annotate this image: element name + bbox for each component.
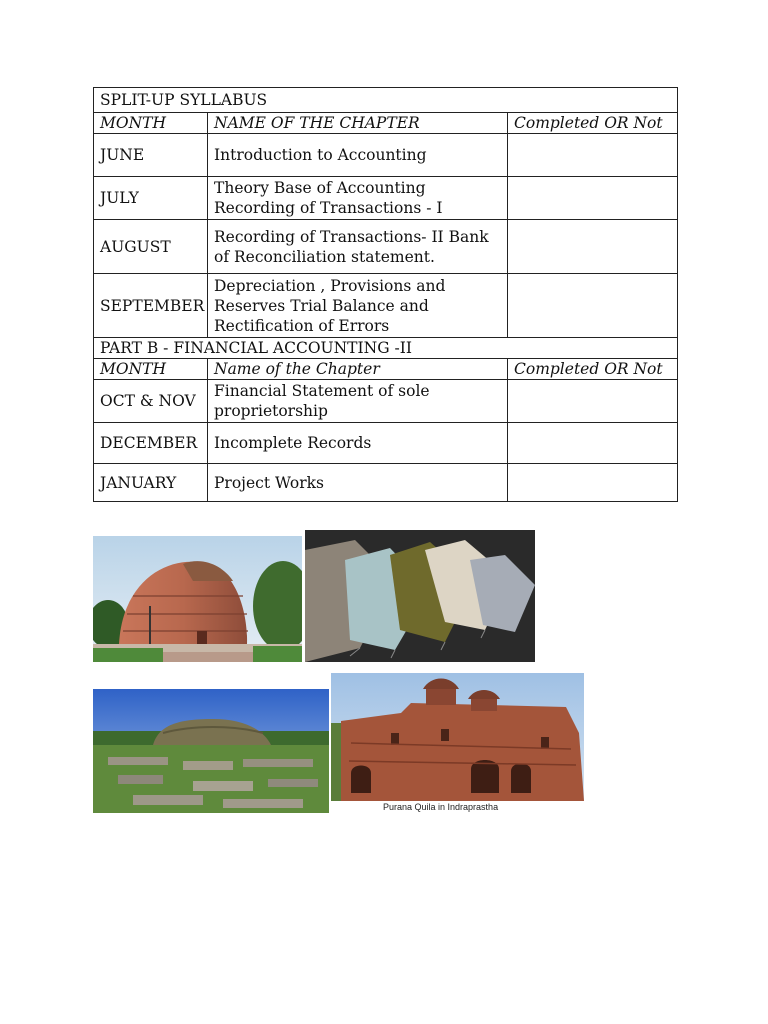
status-cell (508, 464, 678, 502)
header-chapter: Name of the Chapter (208, 359, 508, 380)
part-b-title: PART B - FINANCIAL ACCOUNTING -II (94, 338, 678, 359)
chapter-cell: Incomplete Records (208, 423, 508, 464)
status-cell (508, 134, 678, 177)
purana-quila-photo (331, 673, 584, 813)
image-caption: Purana Quila in Indraprastha (331, 801, 584, 813)
table-row (94, 464, 678, 502)
chapter-cell: Recording of Transactions- II Bank of Reconciliation statement. (208, 220, 508, 274)
header-status: Completed OR Not (508, 359, 678, 380)
header-status: Completed OR Not (508, 113, 678, 134)
chapter-cell: Depreciation , Provisions and Reserves Trial Balance and Rectification of Errors (208, 274, 508, 338)
status-cell (508, 274, 678, 338)
chapter-cell: Project Works (208, 464, 508, 502)
status-cell (508, 423, 678, 464)
header-month: MONTH (94, 359, 208, 380)
table-row (94, 220, 678, 274)
month-cell: DECEMBER (94, 423, 208, 464)
month-cell: JUNE (94, 134, 208, 177)
status-cell (508, 380, 678, 423)
chapter-cell: Theory Base of Accounting Recording of Transactions - I (208, 177, 508, 220)
table-row (94, 177, 678, 220)
stupa-ruins-photo (93, 689, 329, 813)
month-cell: JULY (94, 177, 208, 220)
syllabus-table (93, 87, 678, 502)
status-cell (508, 220, 678, 274)
month-cell: SEPTEMBER (94, 274, 208, 338)
table-row (94, 423, 678, 464)
chapter-cell: Financial Statement of sole proprietorship (208, 380, 508, 423)
chapter-cell: Introduction to Accounting (208, 134, 508, 177)
table-title: SPLIT-UP SYLLABUS (94, 88, 678, 113)
header-chapter: NAME OF THE CHAPTER (208, 113, 508, 134)
shawls-photo (305, 530, 535, 662)
table-row (94, 134, 678, 177)
dome-monument-photo (93, 536, 302, 662)
header-month: MONTH (94, 113, 208, 134)
status-cell (508, 177, 678, 220)
table-row (94, 274, 678, 338)
month-cell: OCT & NOV (94, 380, 208, 423)
month-cell: JANUARY (94, 464, 208, 502)
month-cell: AUGUST (94, 220, 208, 274)
table-row (94, 380, 678, 423)
